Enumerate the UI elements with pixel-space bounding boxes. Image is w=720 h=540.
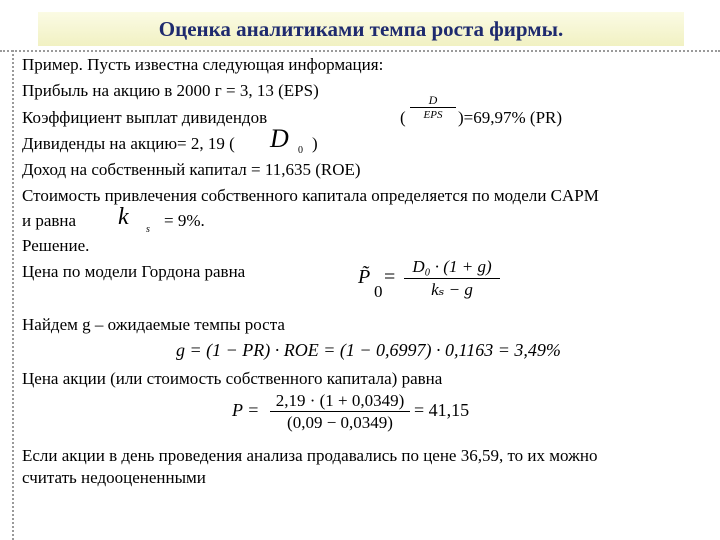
roe-line: Доход на собственный капитал = 11,635 (ROE) [22,160,361,179]
price-fraction [270,390,410,433]
left-margin-line [12,50,14,540]
gordon-numerator: D₀ · (1 + g) [412,257,492,276]
slide-title: Оценка аналитиками темпа роста фирмы. [38,12,684,46]
price-result: = 41,15 [414,400,470,420]
title-divider [0,50,720,52]
dividend-close-paren: ) [312,134,318,153]
payout-denominator: EPS [410,107,456,122]
capm-line-1: Стоимость привлечения собственного капитала определяется по модели CAPM [22,186,599,205]
find-g-line: Найдем g – ожидаемые темпы роста [22,315,285,334]
gordon-lhs: P̃ [358,266,371,288]
eps-line: Прибыль на акцию в 2000 г = 3, 13 (EPS) [22,81,319,100]
solution-line: Решение. [22,236,90,255]
price-denominator: (0,09 − 0,0349) [270,411,410,433]
capm-value: = 9%. [164,211,205,230]
payout-fraction [410,93,456,122]
ks-symbol: k [118,204,129,230]
payout-value: )=69,97% (PR) [458,108,563,127]
dividend-subscript: 0 [298,145,303,156]
dividend-label: Дивиденды на акцию= 2, 19 ( [22,134,235,153]
price-line: Цена акции (или стоимость собственного капитала) равна [22,369,443,388]
price-numerator: 2,19 · (1 + 0,0349) [275,391,405,410]
payout-open-paren: ( [400,108,406,127]
growth-formula: g = (1 − PR) · ROE = (1 − 0,6997) · 0,1163 = 3,49% [176,340,561,360]
conclusion-line-1: Если акции в день проведения анализа продавались по цене 36,59, то их можно [22,446,598,465]
conclusion-line-2: считать недооцененными [22,468,206,487]
gordon-fraction [404,256,500,301]
gordon-line: Цена по модели Гордона равна [22,262,246,281]
gordon-denominator: kₛ − g [404,278,500,301]
ks-subscript: s [146,224,150,235]
example-line: Пример. Пусть известна следующая информация: [22,55,384,74]
dividend-line [22,134,235,154]
gordon-equals: = [384,266,396,288]
payout-numerator: D [428,93,438,107]
dividend-symbol: D [270,124,289,153]
gordon-lhs-subscript: 0 [374,282,383,301]
payout-line [22,108,267,128]
payout-label: Коэффициент выплат дивидендов [22,108,268,127]
capm-line-2: и равна [22,211,77,230]
price-lhs: P = [232,400,260,420]
